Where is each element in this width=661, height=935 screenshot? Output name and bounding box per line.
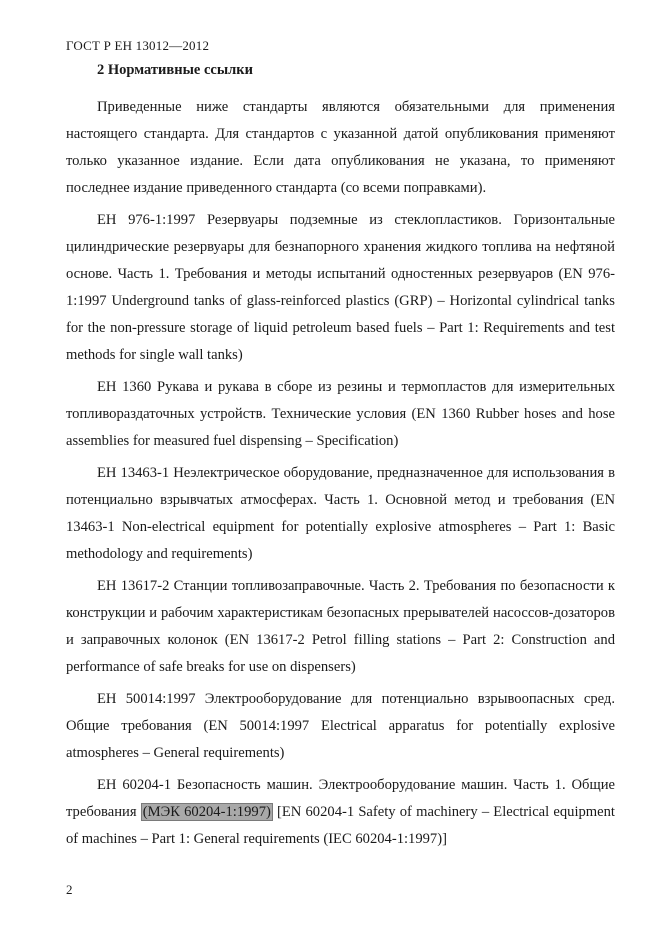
highlighted-iec-reference[interactable]: (МЭК 60204-1:1997) xyxy=(142,804,271,820)
section-body xyxy=(66,94,615,858)
document-code-header: ГОСТ Р ЕН 13012—2012 xyxy=(66,38,210,53)
reference-en-50014: ЕН 50014:1997 Электрооборудование для потенциально взрывоопасных сред. Общие требования (EN 50014:1997 Electrical apparatus for potentially explosive atmospheres – General requirements) xyxy=(66,691,615,761)
section-title: 2 Нормативные ссылки xyxy=(97,62,253,78)
paragraph-intro: Приведенные ниже стандарты являются обязательными для применения настоящего стандарта. Для стандартов с указанной датой опубликования применяют только указанное издание. Если дата опубликования не указана, то применяют последнее издание приведенного стандарта (со всеми поправками). xyxy=(66,99,615,196)
reference-en-1360: ЕН 1360 Рукава и рукава в сборе из резины и термопластов для измерительных топливораздаточных устройств. Технические условия (EN 1360 Rubber hoses and hose assemblies for measured fuel dispensing – Specification) xyxy=(66,379,615,449)
reference-en-13617: ЕН 13617-2 Станции топливозаправочные. Часть 2. Требования по безопасности к конструкции и рабочим характеристикам безопасных прерывателей насоссов-дозаторов и заправочных колонок (EN 13617-2 Petrol filling stations – Part 2: Construction and performance of safe breaks for use on dispensers) xyxy=(66,578,615,675)
reference-en-13463: ЕН 13463-1 Неэлектрическое оборудование, предназначенное для использования в потенциально взрывчатых атмосферах. Часть 1. Основной метод и требования (EN 13463-1 Non-electrical equipment for potentially explosive atmospheres – Part 1: Basic methodology and requirements) xyxy=(66,465,615,562)
reference-en-60204-text-end: [EN 60204-1 Safety of machinery – Electrical equipment of machines – Part 1: General requirements (IEC 60204-1:1997)] xyxy=(66,804,615,847)
reference-en-60204-text-start: ЕН 60204-1 Безопасность машин. Электрооборудование машин. Часть 1. Общие требования xyxy=(66,777,615,820)
reference-en-976: ЕН 976-1:1997 Резервуары подземные из стеклопластиков. Горизонтальные цилиндрические резервуары для безнапорного хранения жидкого топлива на нефтяной основе. Часть 1. Требования и методы испытаний одностенных резервуаров (EN 976-1:1997 Underground tanks of glass-reinforced plastics (GRP) – Horizontal cylindrical tanks for the non-pressure storage of liquid petroleum based fuels – Part 1: Requirements and test methods for single wall tanks) xyxy=(66,212,615,363)
page-number: 2 xyxy=(66,882,73,897)
reference-en-60204 xyxy=(66,772,615,853)
